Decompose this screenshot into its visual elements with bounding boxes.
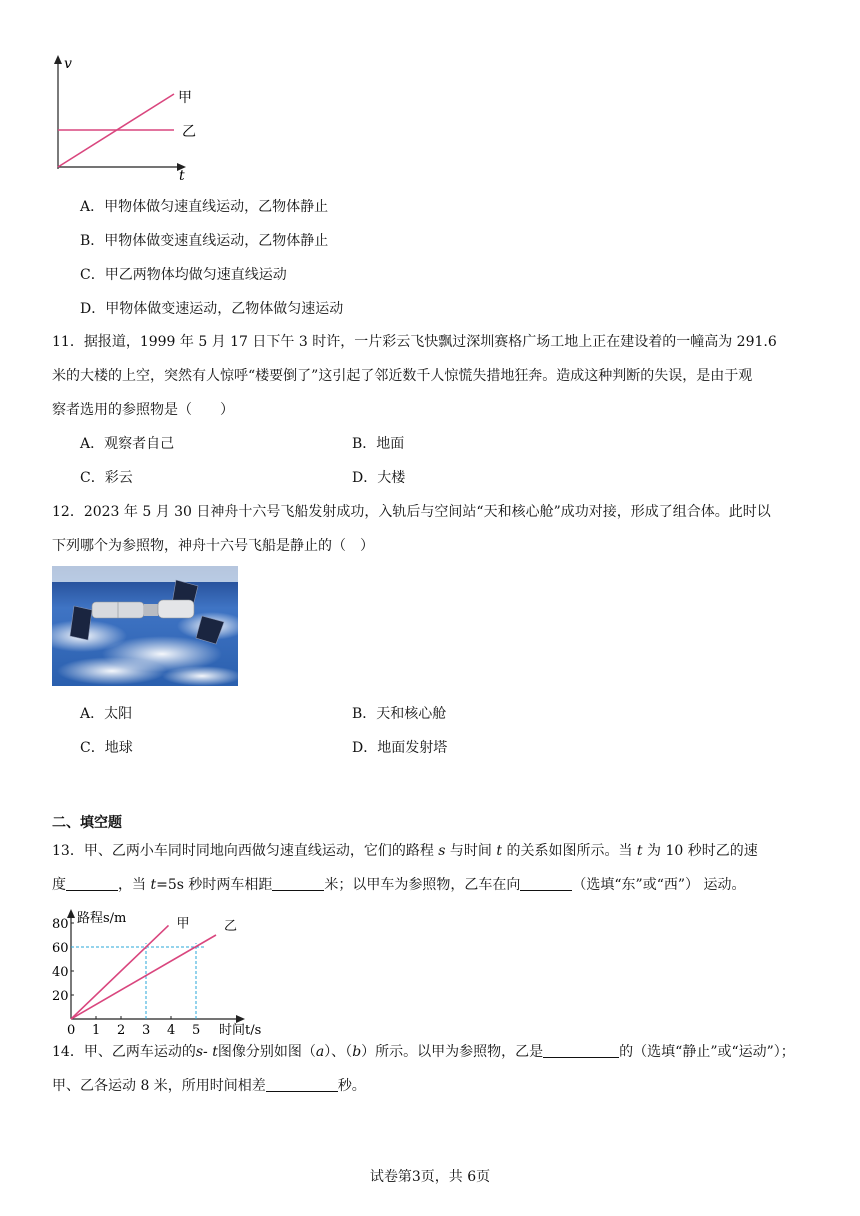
x-axis-label: 时间t/s [219, 1023, 262, 1035]
q13-text: 度 [52, 877, 66, 893]
q13-text: 与时间 [445, 843, 497, 859]
q13-blank-distance[interactable] [272, 876, 324, 891]
q12-line-2: 下列哪个为参照物，神舟十六号飞船是静止的（ ） [52, 538, 374, 554]
q14-var-a: a [315, 1044, 325, 1060]
section-title: 二、填空题 [52, 815, 122, 831]
y-tick-label: 80 [52, 917, 69, 932]
q10-option-c: C．甲乙两物体均做匀速直线运动 [80, 267, 287, 283]
yi-label: 乙 [182, 124, 196, 140]
q13-text: ，当 [118, 877, 151, 893]
q12-line-1: 12．2023 年 5 月 30 日神舟十六号飞船发射成功，入轨后与空间站“天和核心舱”成功对接，形成了组合体。此时以 [52, 504, 771, 520]
q14-text: 图像分别如图（ [217, 1044, 316, 1060]
q12-option-d: D．地面发射塔 [352, 740, 448, 756]
q14-blank-time[interactable] [266, 1077, 338, 1092]
space-station-photo [52, 566, 238, 686]
q12-option-a: A．太阳 [80, 706, 133, 722]
q12-option-c: C．地球 [80, 740, 133, 756]
q10-option-b: B．甲物体做变速直线运动，乙物体静止 [80, 233, 329, 249]
q14-blank-state[interactable] [543, 1043, 619, 1058]
t-axis-label: t [179, 168, 185, 182]
q13-line-2 [52, 874, 745, 894]
q14-line-1 [52, 1041, 795, 1061]
q11-line-1: 11．据报道，1999 年 5 月 17 日下午 3 时许，一片彩云飞快飘过深圳赛格广场工地上正在建设着的一幢高为 291.6 [52, 334, 777, 350]
series-label-jia: 甲 [176, 916, 190, 932]
y-axis-label: 路程s/m [77, 911, 127, 926]
q13-text: （选填“东”或“西”） 运动。 [572, 877, 746, 893]
q13-var-s: s [438, 843, 446, 859]
x-tick-label: 5 [192, 1023, 201, 1035]
series-line-jia [71, 925, 169, 1019]
q13-var-t: t [636, 843, 643, 859]
x-tick-label: 2 [117, 1023, 126, 1035]
jia-label: 甲 [178, 90, 192, 106]
page-footer: 试卷第3页，共 6页 [369, 1169, 491, 1185]
series-line-yi [71, 935, 216, 1019]
q14-var-st: s- t [195, 1044, 218, 1060]
q11-option-a: A．观察者自己 [80, 436, 175, 452]
q10-option-d: D．甲物体做变速运动，乙物体做匀速运动 [80, 301, 344, 317]
q13-var-t: t [496, 843, 502, 859]
x-tick-label: 0 [67, 1023, 76, 1035]
q13-text: =5s 秒时两车相距 [156, 877, 273, 893]
series-label-yi: 乙 [224, 919, 238, 934]
q13-var-t: t [150, 877, 157, 893]
q13-line-1 [52, 840, 758, 860]
q13-text: 13．甲、乙两小车同时同地向西做匀速直线运动，它们的路程 [52, 843, 439, 859]
x-tick-label: 1 [92, 1023, 101, 1035]
q14-text: 14．甲、乙两车运动的 [52, 1044, 196, 1060]
q13-blank-direction[interactable] [520, 876, 572, 891]
q11-option-d: D．大楼 [352, 470, 406, 486]
q11-line-3: 察者选用的参照物是（ ） [52, 402, 234, 418]
q13-text: 米；以甲车为参照物，乙车在向 [324, 877, 521, 893]
q14-var-b: b [352, 1044, 362, 1060]
q11-option-c: C．彩云 [80, 470, 133, 486]
q14-text: 的（选填“静止”或“运动”）； [619, 1044, 795, 1060]
q13-blank-speed[interactable] [66, 876, 118, 891]
q11-line-2: 米的大楼的上空，突然有人惊呼“楼要倒了”这引起了邻近数千人惊慌失措地狂奔。造成这种判断的失误，是由于观 [52, 368, 753, 384]
v-axis-label: v [64, 56, 72, 72]
y-tick-label: 40 [52, 965, 69, 980]
q14-line-2 [52, 1075, 366, 1095]
q14-text: 甲、乙各运动 8 米，所用时间相差 [52, 1078, 266, 1094]
q10-option-a: A．甲物体做匀速直线运动，乙物体静止 [80, 199, 329, 215]
distance-time-chart [48, 900, 298, 1035]
q14-text: ）、（ [324, 1044, 353, 1060]
x-axis-arrow [236, 1015, 245, 1023]
q11-option-b: B．地面 [352, 436, 405, 452]
x-tick-label: 3 [142, 1023, 151, 1035]
q13-text: 为 10 秒时乙的速 [642, 843, 758, 859]
v-axis-arrow [54, 55, 62, 64]
y-tick-label: 60 [52, 941, 69, 956]
q14-text: 秒。 [337, 1078, 366, 1094]
y-tick-label: 20 [52, 989, 69, 1004]
velocity-time-graph [40, 52, 210, 182]
q12-option-b: B．天和核心舱 [352, 706, 447, 722]
x-tick-label: 4 [167, 1023, 176, 1035]
q13-text: 的关系如图所示。当 [502, 843, 637, 859]
q14-text: ）所示。以甲为参照物，乙是 [361, 1044, 544, 1060]
